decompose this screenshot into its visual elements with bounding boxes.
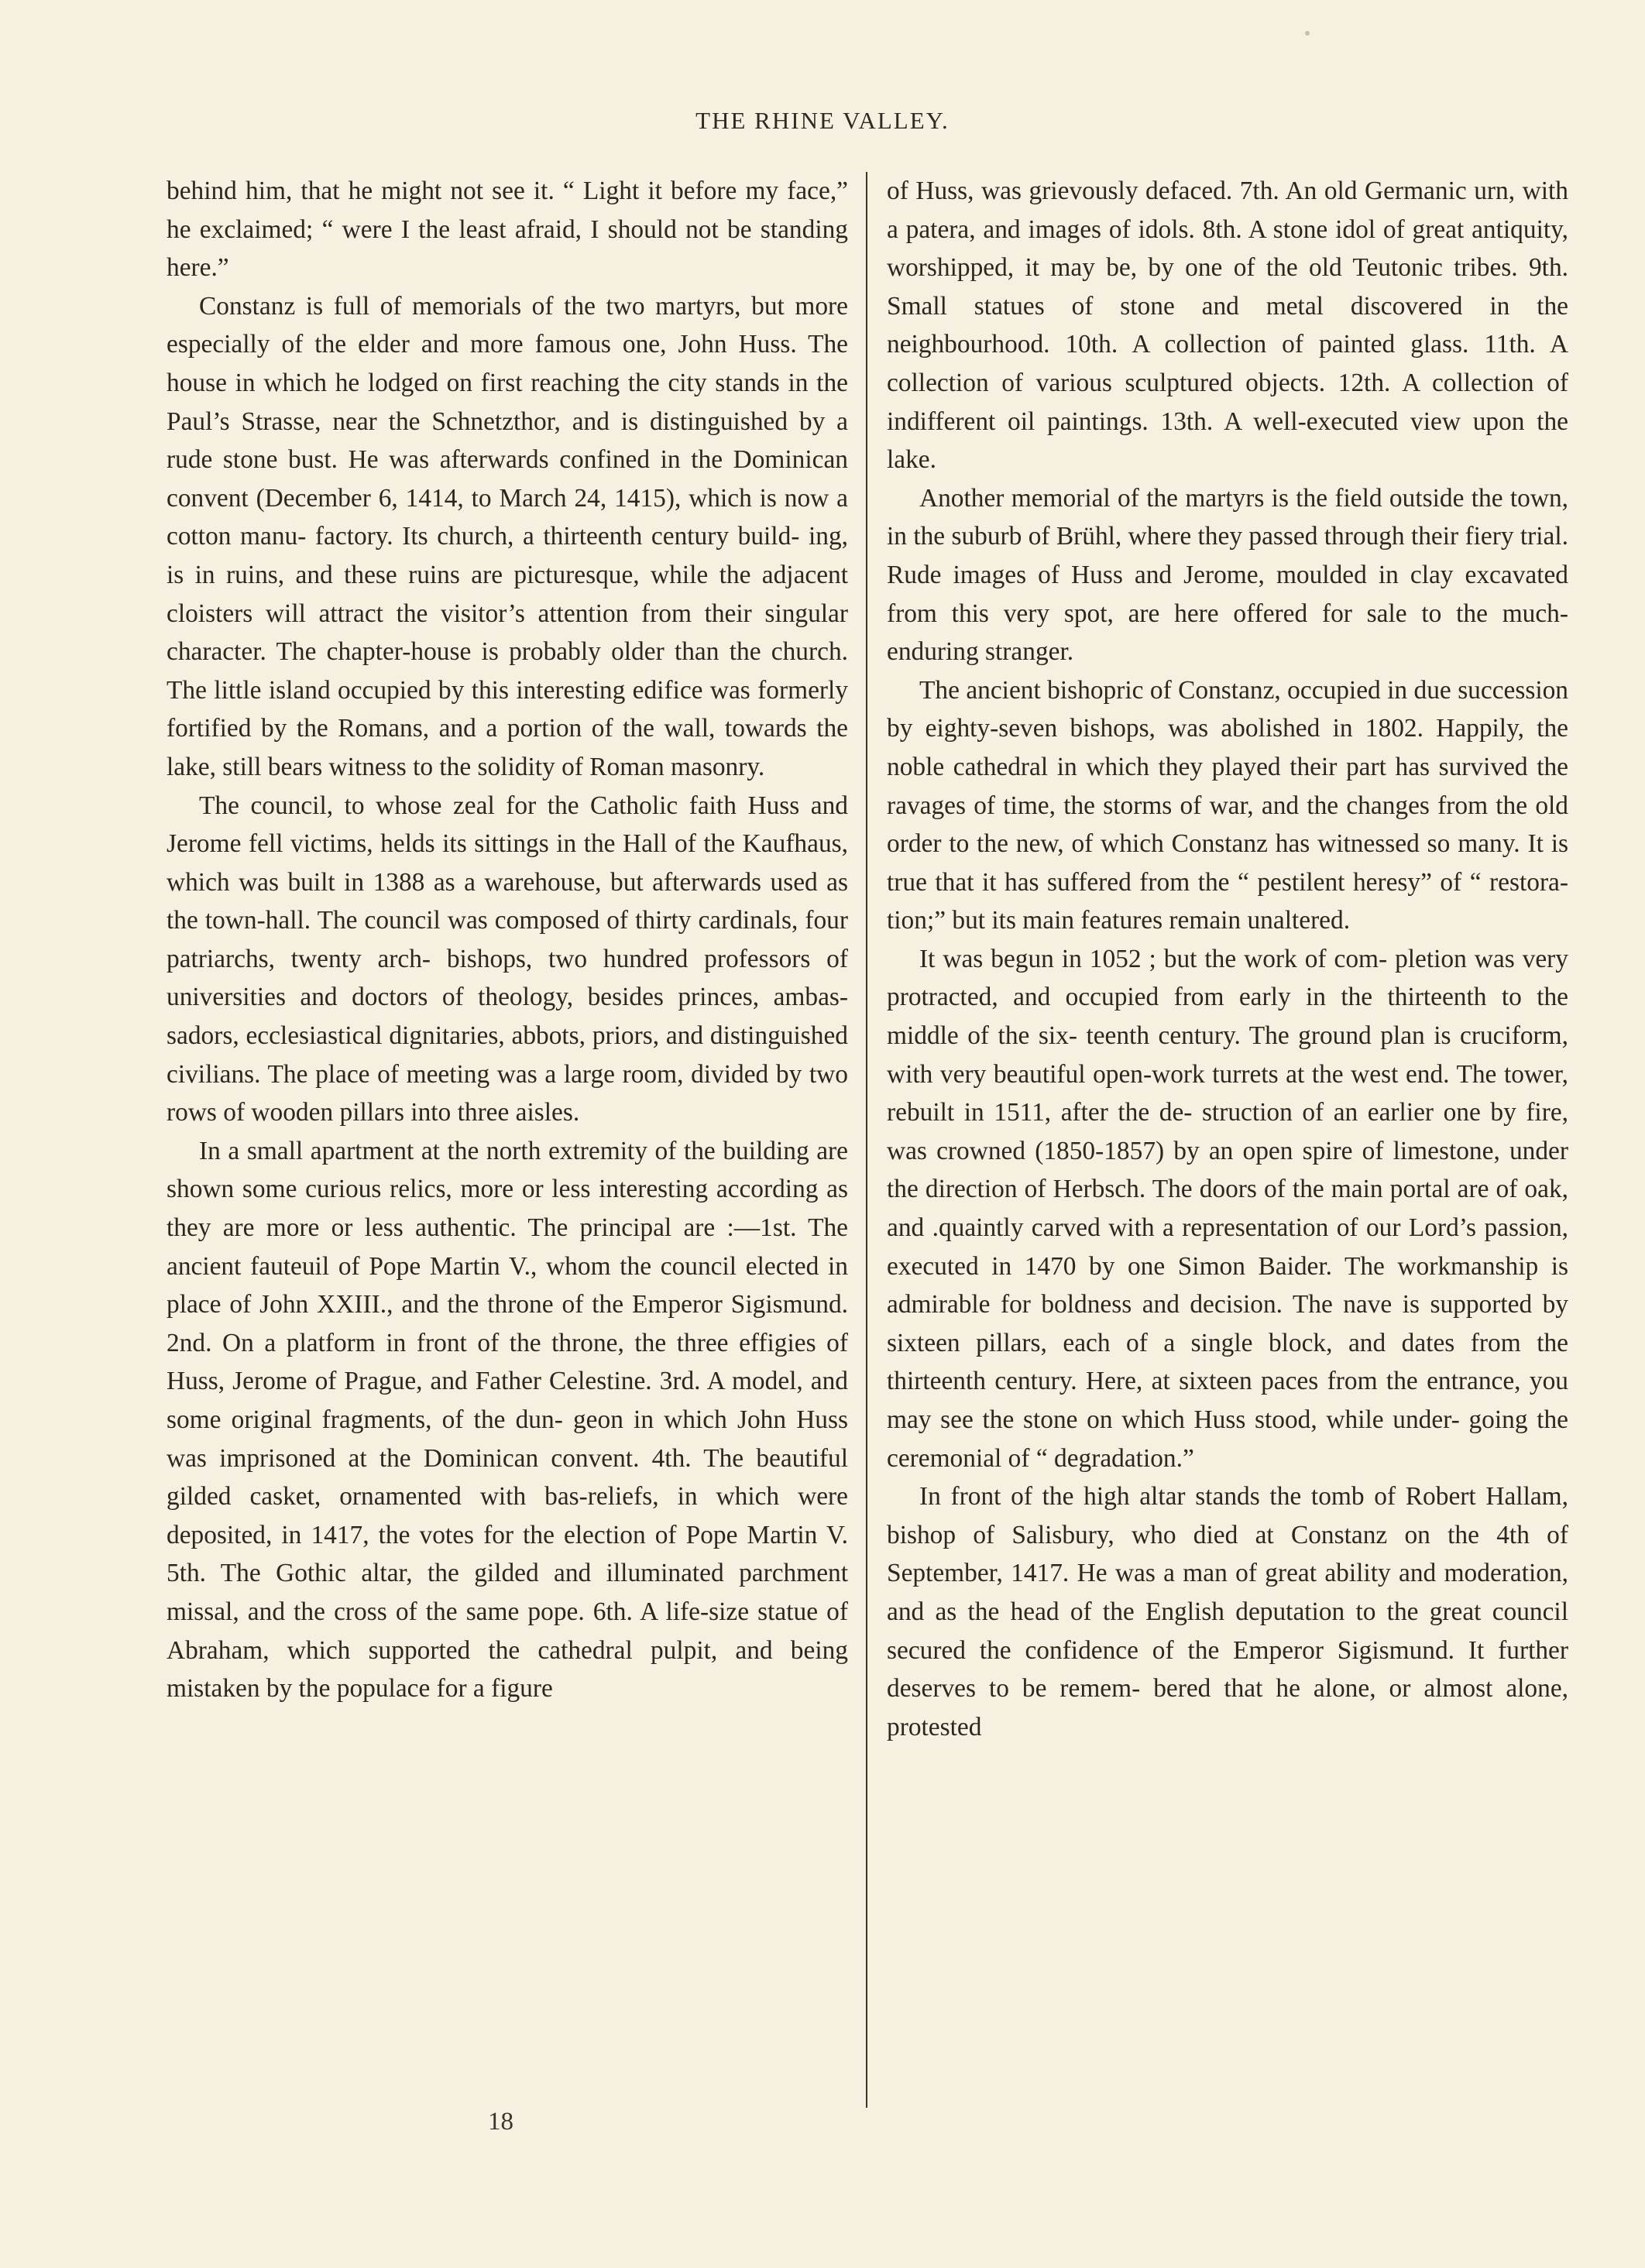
speck bbox=[1305, 31, 1310, 36]
paragraph: Another memorial of the martyrs is the field outside the town, in the suburb of Brühl, where they passed through their fiery trial. Rude images of Huss and Jerome, moulded in clay excavated from this very spot, are here offered for sale to the much-enduring stranger. bbox=[887, 483, 1568, 667]
paragraph: In front of the high altar stands the tomb of Robert Hallam, bishop of Salisbury, who died at Constanz on the 4th of September, 1417. He was a man of great ability and moderation, and as the head of the English deputation to the great council secured the confidence of the Emperor Sigismund. It further deserves to be remem- bered that he alone, or almost alone, protested bbox=[887, 1482, 1568, 1741]
paragraph: It was begun in 1052 ; but the work of com- pletion was very protracted, and occupied from early in the thirteenth to the middle of the six- teenth century. The ground plan is cruciform, with very beautiful open-work turrets at the west end. The tower, rebuilt in 1511, after the de- struction of an earlier one by fire, was crowned (1850-1857) by an open spire of limestone, under the direction of Herbsch. The doors of the main portal are of oak, and .quaintly carved with a representation of our Lord’s passion, executed in 1470 by one Simon Baider. The workmanship is admirable for boldness and decision. The nave is supported by sixteen pillars, each of a single block, and dates from the thirteenth century. Here, at sixteen paces from the entrance, you may see the stone on which Huss stood, while under- going the ceremonial of “ degradation.” bbox=[887, 944, 1568, 1473]
right-column bbox=[887, 172, 1568, 1746]
paragraph: behind him, that he might not see it. “ Light it before my face,” he exclaimed; “ were I the least afraid, I should not be standing here.” bbox=[167, 177, 848, 283]
column-divider bbox=[866, 172, 867, 2108]
left-column bbox=[167, 172, 848, 1708]
page-number: 18 bbox=[488, 2108, 513, 2136]
paragraph: of Huss, was grievously defaced. 7th. An old Germanic urn, with a patera, and images of idols. 8th. A stone idol of great antiquity, worshipped, it may be, by one of the old Teutonic tribes. 9th. Small statues of stone and metal discovered in the neighbourhood. 10th. A collection of painted glass. 11th. A collection of various sculptured objects. 12th. A collection of indifferent oil paintings. 13th. A well-executed view upon the lake. bbox=[887, 177, 1568, 475]
paragraph: Constanz is full of memorials of the two martyrs, but more especially of the elder and more famous one, John Huss. The house in which he lodged on first reaching the city stands in the Paul’s Strasse, near the Schnetzthor, and is distinguished by a rude stone bust. He was afterwards confined in the Dominican convent (December 6, 1414, to March 24, 1415), which is now a cotton manu- factory. Its church, a thirteenth century build- ing, is in ruins, and these ruins are picturesque, while the adjacent cloisters will attract the visitor’s attention from their singular character. The chapter-house is probably older than the church. The little island occupied by this interesting edifice was formerly fortified by the Romans, and a portion of the wall, towards the lake, still bears witness to the solidity of Roman masonry. bbox=[167, 291, 848, 781]
paragraph: In a small apartment at the north extremity of the building are shown some curious relics, more or less interesting according as they are more or less authentic. The principal are :—1st. The ancient fauteuil of Pope Martin V., whom the council elected in place of John XXIII., and the throne of the Emperor Sigismund. 2nd. On a platform in front of the throne, the three effigies of Huss, Jerome of Prague, and Father Celestine. 3rd. A model, and some original fragments, of the dun- geon in which John Huss was imprisoned at the Dominican convent. 4th. The beautiful gilded casket, ornamented with bas-reliefs, in which were deposited, in 1417, the votes for the election of Pope Martin V. 5th. The Gothic altar, the gilded and illuminated parchment missal, and the cross of the same pope. 6th. A life-size statue of Abraham, which supported the cathedral pulpit, and being mistaken by the populace for a figure bbox=[167, 1136, 848, 1704]
paragraph: The council, to whose zeal for the Catholic faith Huss and Jerome fell victims, helds its sittings in the Hall of the Kaufhaus, which was built in 1388 as a warehouse, but afterwards used as the town-hall. The council was composed of thirty cardinals, four patriarchs, twenty arch- bishops, two hundred professors of universities and doctors of theology, besides princes, ambas- sadors, ecclesiastical dignitaries, abbots, priors, and distinguished civilians. The place of meeting was a large room, divided by two rows of wooden pillars into three aisles. bbox=[167, 791, 848, 1127]
running-head: THE RHINE VALLEY. bbox=[695, 107, 950, 134]
paragraph: The ancient bishopric of Constanz, occupied in due succession by eighty-seven bishops, was abolished in 1802. Happily, the noble cathedral in which they played their part has survived the ravages of time, the storms of war, and the changes from the old order to the new, of which Constanz has witnessed so many. It is true that it has suffered from the “ pestilent heresy” of “ restora- tion;” but its main features remain unaltered. bbox=[887, 675, 1568, 935]
